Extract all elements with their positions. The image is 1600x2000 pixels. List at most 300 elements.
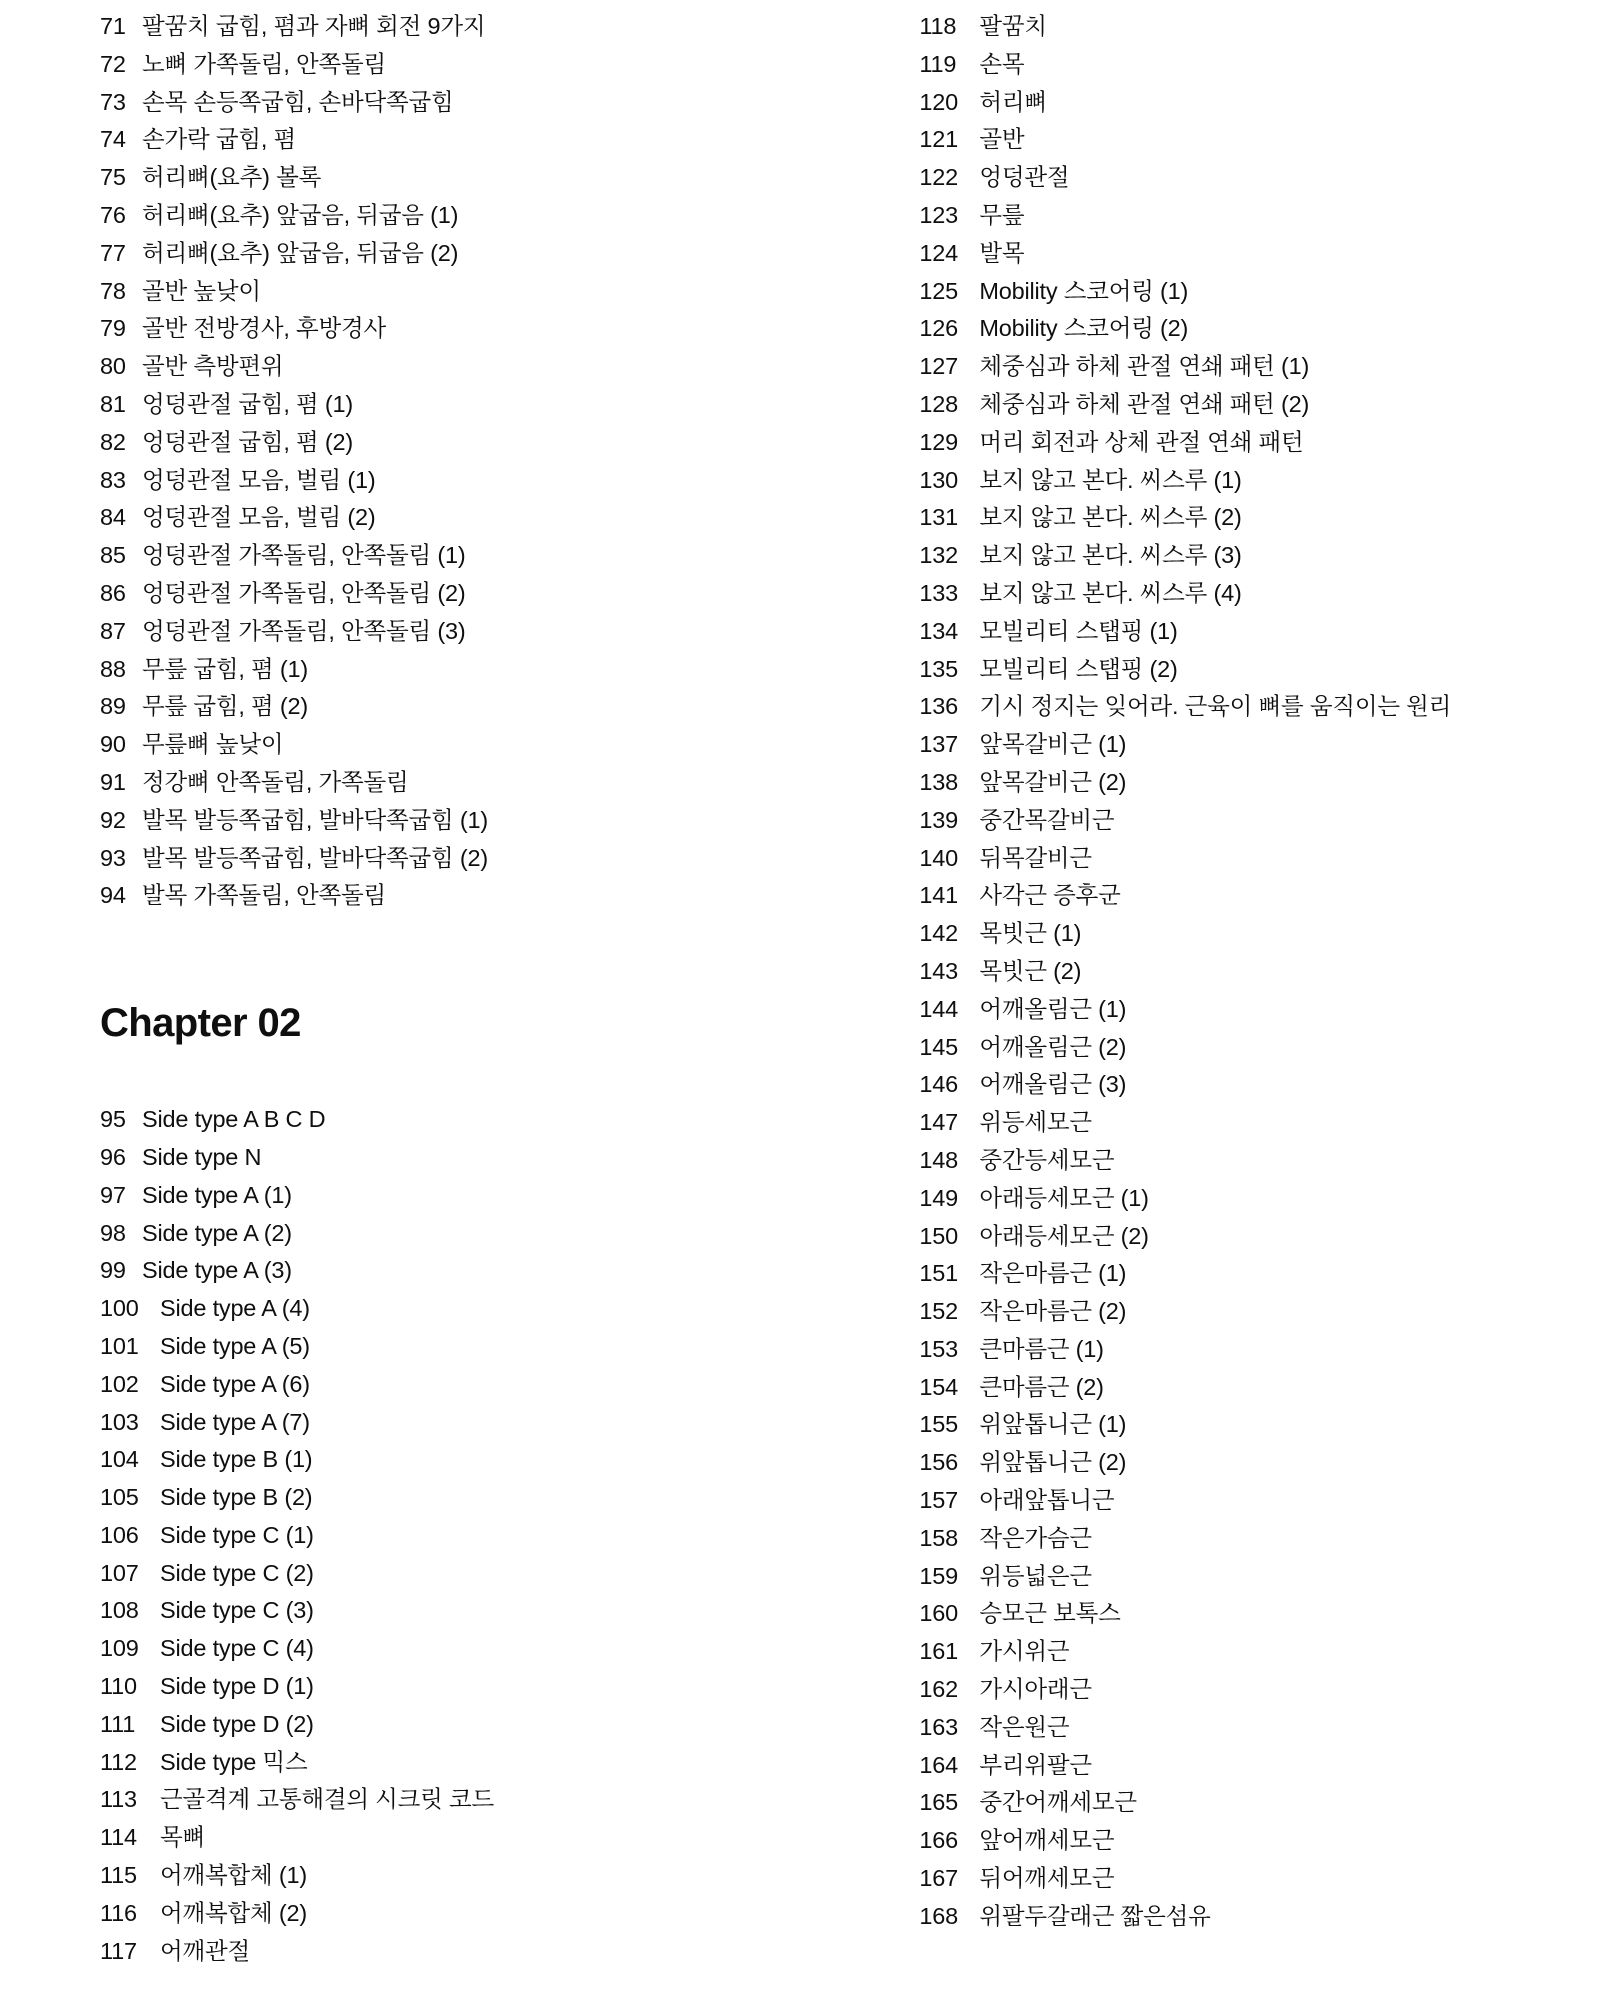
toc-entry-title: Side type A B C D (142, 1106, 326, 1133)
toc-entry-title: 엉덩관절 굽힘, 폄 (2) (142, 428, 353, 455)
toc-entry-number: 101 (100, 1332, 139, 1359)
toc-entry-title: 노뼈 가쪽돌림, 안쪽돌림 (142, 50, 386, 77)
toc-entry-number: 97 (100, 1181, 126, 1208)
toc-entry-title: 중간목갈비근 (979, 806, 1115, 833)
toc-entry-title: 무릎 굽힘, 폄 (1) (142, 655, 308, 682)
toc-entry-title: 손목 손등쪽굽힘, 손바닥쪽굽힘 (142, 88, 454, 115)
toc-entry[interactable] (100, 386, 809, 424)
toc-entry-title: Side type A (3) (142, 1257, 292, 1284)
toc-entry-number: 100 (100, 1295, 139, 1322)
toc-entry-title: 엉덩관절 가쪽돌림, 안쪽돌림 (3) (142, 617, 466, 644)
toc-entry-number: 89 (100, 693, 126, 720)
toc-entry[interactable] (100, 1404, 809, 1442)
toc-entry-number: 167 (919, 1865, 958, 1892)
toc-entry-number: 105 (100, 1484, 139, 1511)
toc-entry-number: 81 (100, 390, 126, 417)
toc-entry-title: 골반 전방경사, 후방경사 (142, 315, 386, 342)
toc-entry-title: 앞목갈비근 (1) (979, 731, 1127, 758)
toc-entry-number: 127 (919, 353, 958, 380)
toc-entry-title: Side type C (1) (160, 1521, 314, 1548)
toc-entry-number: 136 (919, 693, 958, 720)
toc-entry-title: Side type D (1) (160, 1673, 314, 1700)
toc-entry-title: 아래앞톱니근 (979, 1487, 1115, 1514)
toc-entry-title: 보지 않고 본다. 씨스루 (3) (979, 542, 1242, 569)
toc-entry-title: 발목 가쪽돌림, 안쪽돌림 (142, 882, 386, 909)
chapter-heading: Chapter 02 (100, 1001, 301, 1046)
toc-entry-title: Mobility 스코어링 (1) (979, 277, 1189, 304)
toc-entry-number: 107 (100, 1559, 139, 1586)
toc-entry-number: 152 (919, 1298, 958, 1325)
spacer-before-chapter (100, 915, 809, 1001)
toc-entry-number: 85 (100, 542, 126, 569)
toc-entry[interactable] (919, 537, 1540, 575)
toc-entry-title: 손목 (979, 50, 1025, 77)
toc-entry-number: 168 (919, 1902, 958, 1929)
toc-entry-title: Side type A (4) (160, 1295, 310, 1322)
toc-entry-title: Side type B (1) (160, 1446, 313, 1473)
toc-entry[interactable] (919, 1331, 1540, 1369)
toc-entry-title: 위팔두갈래근 짧은섬유 (979, 1902, 1211, 1929)
toc-entry[interactable] (919, 915, 1540, 953)
toc-entry-number: 150 (919, 1222, 958, 1249)
toc-entry-title: 보지 않고 본다. 씨스루 (2) (979, 504, 1242, 531)
toc-entry-number: 88 (100, 655, 126, 682)
toc-entry-number: 110 (100, 1673, 137, 1700)
toc-entry-number: 116 (100, 1899, 137, 1926)
toc-entry[interactable] (100, 310, 809, 348)
toc-entry-number: 92 (100, 806, 126, 833)
toc-entry-number: 124 (919, 239, 958, 266)
toc-entry-number: 121 (919, 126, 958, 153)
toc-entry[interactable] (100, 1215, 809, 1253)
toc-entry-number: 142 (919, 920, 958, 947)
toc-entry-title: Side type A (7) (160, 1408, 310, 1435)
toc-entry-title: Side type A (1) (142, 1181, 292, 1208)
toc-entry-number: 80 (100, 353, 126, 380)
toc-entry-number: 112 (100, 1748, 137, 1775)
toc-entry[interactable] (919, 1104, 1540, 1142)
toc-entry-number: 93 (100, 844, 126, 871)
toc-entry-title: 골반 (979, 126, 1025, 153)
toc-entry-title: 엉덩관절 모음, 벌림 (1) (142, 466, 376, 493)
toc-entry[interactable] (919, 613, 1540, 651)
toc-entry[interactable] (100, 1857, 809, 1895)
toc-entry-title: 부리위팔근 (979, 1751, 1092, 1778)
toc-entry[interactable] (100, 1630, 809, 1668)
toc-entry-title: 아래등세모근 (2) (979, 1222, 1149, 1249)
toc-entry-title: 아래등세모근 (1) (979, 1184, 1149, 1211)
toc-entry-title: 어깨복합체 (2) (160, 1899, 307, 1926)
toc-entry-number: 114 (100, 1824, 137, 1851)
toc-entry-number: 151 (919, 1260, 958, 1287)
toc-entry-title: Mobility 스코어링 (2) (979, 315, 1189, 342)
toc-entry[interactable] (100, 1744, 809, 1782)
toc-entry[interactable] (100, 121, 809, 159)
toc-entry-title: 허리뼈(요추) 볼록 (142, 164, 322, 191)
toc-entry-number: 75 (100, 164, 126, 191)
toc-entry[interactable] (919, 1671, 1540, 1709)
toc-entry-title: 기시 정지는 잊어라. 근육이 뼈를 움직이는 원리 (979, 693, 1452, 720)
toc-entry-title: 발목 발등쪽굽힘, 발바닥쪽굽힘 (2) (142, 844, 488, 871)
toc-entry[interactable] (100, 1139, 809, 1177)
toc-entry-title: 승모근 보톡스 (979, 1600, 1121, 1627)
toc-columns (100, 8, 1540, 1970)
toc-entry-number: 79 (100, 315, 126, 342)
toc-entry-title: Side type B (2) (160, 1484, 313, 1511)
toc-entry[interactable] (919, 688, 1540, 726)
toc-entry[interactable] (919, 840, 1540, 878)
toc-entry-title: 무릎 (979, 201, 1025, 228)
toc-left-column (100, 8, 819, 1970)
toc-entry[interactable] (919, 8, 1540, 46)
toc-entry[interactable] (100, 1781, 809, 1819)
toc-entry-title: 체중심과 하체 관절 연쇄 패턴 (2) (979, 390, 1310, 417)
toc-entry-number: 74 (100, 126, 126, 153)
toc-entry-number: 139 (919, 806, 958, 833)
toc-list-left-lower (100, 1101, 809, 1970)
toc-entry-number: 77 (100, 239, 126, 266)
toc-entry-number: 144 (919, 995, 958, 1022)
toc-entry-number: 84 (100, 504, 126, 531)
toc-entry-title: 작은원근 (979, 1713, 1070, 1740)
toc-entry-title: 작은마름근 (1) (979, 1260, 1127, 1287)
toc-entry-number: 91 (100, 768, 126, 795)
toc-entry-title: 어깨올림근 (1) (979, 995, 1127, 1022)
toc-entry[interactable] (100, 1101, 809, 1139)
toc-entry[interactable] (100, 877, 809, 915)
toc-entry[interactable] (919, 1709, 1540, 1747)
toc-entry-number: 131 (919, 504, 958, 531)
toc-entry[interactable] (919, 1898, 1540, 1936)
toc-entry[interactable] (100, 575, 809, 613)
toc-entry[interactable] (919, 1633, 1540, 1671)
toc-entry[interactable] (919, 348, 1540, 386)
toc-entry-number: 113 (100, 1786, 137, 1813)
toc-entry-number: 115 (100, 1862, 137, 1889)
toc-entry-title: 골반 측방편위 (142, 353, 284, 380)
toc-entry[interactable] (100, 1328, 809, 1366)
toc-entry-number: 162 (919, 1676, 958, 1703)
toc-entry-title: 모빌리티 스탭핑 (2) (979, 655, 1178, 682)
toc-entry-number: 103 (100, 1408, 139, 1435)
toc-entry-number: 86 (100, 579, 126, 606)
toc-entry[interactable] (100, 726, 809, 764)
toc-entry-number: 157 (919, 1487, 958, 1514)
toc-entry-title: Side type 믹스 (160, 1748, 308, 1775)
toc-entry-title: 엉덩관절 (979, 164, 1070, 191)
toc-entry-title: 뒤목갈비근 (979, 844, 1092, 871)
toc-entry[interactable] (100, 840, 809, 878)
toc-entry[interactable] (919, 802, 1540, 840)
toc-entry[interactable] (100, 1177, 809, 1215)
toc-entry-number: 154 (919, 1373, 958, 1400)
toc-entry-number: 119 (919, 50, 957, 77)
toc-entry-title: Side type C (2) (160, 1559, 314, 1586)
toc-entry-number: 76 (100, 201, 126, 228)
toc-entry-title: 엉덩관절 가쪽돌림, 안쪽돌림 (2) (142, 579, 466, 606)
toc-entry-number: 134 (919, 617, 958, 644)
toc-entry[interactable] (919, 197, 1540, 235)
toc-entry[interactable] (100, 348, 809, 386)
toc-entry-title: 앞어깨세모근 (979, 1827, 1115, 1854)
toc-entry-number: 165 (919, 1789, 958, 1816)
toc-entry[interactable] (919, 310, 1540, 348)
toc-entry[interactable] (919, 1293, 1540, 1331)
toc-entry-title: 중간등세모근 (979, 1146, 1115, 1173)
toc-entry[interactable] (100, 84, 809, 122)
toc-entry-number: 87 (100, 617, 126, 644)
toc-entry-title: 근골격계 고통해결의 시크릿 코드 (160, 1786, 495, 1813)
toc-entry-number: 109 (100, 1635, 139, 1662)
toc-entry-title: 발목 발등쪽굽힘, 발바닥쪽굽힘 (1) (142, 806, 488, 833)
toc-entry-number: 158 (919, 1524, 958, 1551)
toc-entry-number: 156 (919, 1449, 958, 1476)
toc-entry-title: Side type A (2) (142, 1219, 292, 1246)
toc-entry-number: 130 (919, 466, 958, 493)
toc-entry-number: 126 (919, 315, 958, 342)
toc-entry-number: 99 (100, 1257, 126, 1284)
toc-list-right (919, 8, 1540, 1936)
toc-entry-title: 위앞톱니근 (2) (979, 1449, 1127, 1476)
toc-entry-title: 팔꿈치 (979, 13, 1047, 39)
toc-entry[interactable] (100, 197, 809, 235)
toc-entry-title: 엉덩관절 굽힘, 폄 (1) (142, 390, 353, 417)
toc-entry[interactable] (919, 386, 1540, 424)
toc-entry-number: 123 (919, 201, 958, 228)
toc-entry[interactable] (100, 1668, 809, 1706)
toc-entry-number: 137 (919, 731, 958, 758)
toc-entry-title: 어깨관절 (160, 1937, 251, 1964)
toc-entry-title: 정강뼈 안쪽돌림, 가쪽돌림 (142, 768, 409, 795)
toc-entry-number: 106 (100, 1521, 139, 1548)
toc-entry-number: 149 (919, 1184, 958, 1211)
toc-entry-title: 팔꿈치 굽힘, 폄과 자뼈 회전 9가지 (142, 13, 486, 39)
toc-entry-number: 147 (919, 1109, 958, 1136)
toc-entry[interactable] (100, 1933, 809, 1971)
toc-entry-title: 어깨올림근 (3) (979, 1071, 1127, 1098)
toc-entry[interactable] (100, 462, 809, 500)
toc-entry[interactable] (100, 1555, 809, 1593)
toc-entry-title: 중간어깨세모근 (979, 1789, 1137, 1816)
toc-entry-title: Side type A (5) (160, 1332, 310, 1359)
toc-entry-number: 94 (100, 882, 126, 909)
toc-entry[interactable] (919, 84, 1540, 122)
toc-entry-title: 보지 않고 본다. 씨스루 (4) (979, 579, 1242, 606)
toc-entry[interactable] (100, 1895, 809, 1933)
toc-entry[interactable] (919, 651, 1540, 689)
toc-entry-number: 78 (100, 277, 126, 304)
toc-entry-number: 104 (100, 1446, 139, 1473)
toc-entry[interactable] (919, 1747, 1540, 1785)
toc-entry[interactable] (919, 273, 1540, 311)
toc-entry-title: 가시위근 (979, 1638, 1070, 1665)
toc-entry[interactable] (100, 8, 809, 46)
toc-entry-number: 166 (919, 1827, 958, 1854)
toc-entry-title: 엉덩관절 모음, 벌림 (2) (142, 504, 376, 531)
toc-entry-title: 앞목갈비근 (2) (979, 768, 1127, 795)
toc-entry[interactable] (919, 575, 1540, 613)
toc-entry-number: 140 (919, 844, 958, 871)
toc-entry[interactable] (100, 1252, 809, 1290)
toc-entry[interactable] (919, 499, 1540, 537)
toc-entry-number: 90 (100, 731, 126, 758)
toc-entry-number: 153 (919, 1335, 958, 1362)
toc-entry-number: 95 (100, 1106, 126, 1133)
toc-entry[interactable] (919, 1406, 1540, 1444)
toc-entry[interactable] (919, 159, 1540, 197)
toc-entry[interactable] (100, 1441, 809, 1479)
toc-entry[interactable] (919, 424, 1540, 462)
toc-entry-title: 목빗근 (2) (979, 957, 1082, 984)
spacer-after-chapter (100, 1045, 809, 1101)
toc-entry-number: 155 (919, 1411, 958, 1438)
toc-entry-number: 163 (919, 1713, 958, 1740)
toc-entry-number: 159 (919, 1562, 958, 1589)
toc-entry-title: 손가락 굽힘, 폄 (142, 126, 296, 153)
toc-entry[interactable] (919, 1558, 1540, 1596)
toc-entry[interactable] (100, 1479, 809, 1517)
toc-entry-number: 125 (919, 277, 958, 304)
toc-entry[interactable] (919, 1255, 1540, 1293)
toc-entry-title: 무릎 굽힘, 폄 (2) (142, 693, 308, 720)
toc-entry[interactable] (919, 953, 1540, 991)
toc-entry-title: 어깨복합체 (1) (160, 1862, 307, 1889)
toc-list-left-upper (100, 8, 809, 915)
toc-entry-number: 143 (919, 957, 958, 984)
toc-entry-title: 허리뼈(요추) 앞굽음, 뒤굽음 (2) (142, 239, 459, 266)
toc-entry-title: 엉덩관절 가쪽돌림, 안쪽돌림 (1) (142, 542, 466, 569)
toc-entry-number: 72 (100, 50, 126, 77)
toc-entry-title: 허리뼈(요추) 앞굽음, 뒤굽음 (1) (142, 201, 459, 228)
toc-entry-title: 무릎뼈 높낮이 (142, 731, 284, 758)
toc-entry[interactable] (919, 1482, 1540, 1520)
toc-entry[interactable] (100, 802, 809, 840)
toc-entry-title: 위등넓은근 (979, 1562, 1092, 1589)
toc-entry[interactable] (919, 991, 1540, 1029)
toc-entry-title: 목뼈 (160, 1824, 206, 1851)
toc-entry[interactable] (919, 1860, 1540, 1898)
toc-entry[interactable] (919, 1218, 1540, 1256)
toc-entry[interactable] (100, 499, 809, 537)
toc-entry-title: Side type C (3) (160, 1597, 314, 1624)
toc-entry-number: 96 (100, 1143, 126, 1170)
toc-entry-number: 161 (919, 1638, 958, 1665)
toc-entry[interactable] (919, 1180, 1540, 1218)
toc-entry-number: 145 (919, 1033, 958, 1060)
toc-entry[interactable] (100, 613, 809, 651)
toc-entry[interactable] (919, 1369, 1540, 1407)
toc-entry-number: 160 (919, 1600, 958, 1627)
toc-entry-number: 98 (100, 1219, 126, 1246)
toc-entry-number: 141 (919, 882, 958, 909)
toc-entry-number: 102 (100, 1370, 139, 1397)
toc-entry[interactable] (919, 1066, 1540, 1104)
toc-entry[interactable] (919, 1595, 1540, 1633)
toc-entry-title: Side type D (2) (160, 1710, 314, 1737)
toc-right-column (819, 8, 1540, 1936)
toc-entry-number: 129 (919, 428, 958, 455)
toc-entry[interactable] (100, 46, 809, 84)
toc-entry[interactable] (919, 462, 1540, 500)
toc-entry-title: 머리 회전과 상체 관절 연쇄 패턴 (979, 428, 1304, 455)
toc-entry[interactable] (919, 46, 1540, 84)
toc-entry-title: 가시아래근 (979, 1676, 1092, 1703)
toc-entry-number: 164 (919, 1751, 958, 1778)
toc-entry-number: 148 (919, 1146, 958, 1173)
toc-entry[interactable] (919, 235, 1540, 273)
toc-entry[interactable] (100, 537, 809, 575)
toc-entry-number: 120 (919, 88, 958, 115)
toc-entry-title: 큰마름근 (2) (979, 1373, 1104, 1400)
toc-entry-number: 83 (100, 466, 126, 493)
toc-entry-number: 122 (919, 164, 958, 191)
toc-entry-number: 73 (100, 88, 126, 115)
toc-entry[interactable] (919, 1822, 1540, 1860)
toc-entry[interactable] (919, 1520, 1540, 1558)
toc-entry-title: 모빌리티 스탭핑 (1) (979, 617, 1178, 644)
toc-entry-title: 큰마름근 (1) (979, 1335, 1104, 1362)
toc-entry-title: Side type N (142, 1143, 262, 1170)
toc-entry-number: 71 (100, 13, 126, 39)
toc-entry-title: 목빗근 (1) (979, 920, 1082, 947)
toc-entry[interactable] (919, 877, 1540, 915)
toc-entry-number: 138 (919, 768, 958, 795)
toc-entry-number: 135 (919, 655, 958, 682)
toc-entry-number: 82 (100, 428, 126, 455)
toc-entry-number: 132 (919, 542, 958, 569)
toc-entry[interactable] (100, 764, 809, 802)
toc-entry[interactable] (919, 1029, 1540, 1067)
toc-entry-title: 위앞톱니근 (1) (979, 1411, 1127, 1438)
toc-entry[interactable] (919, 764, 1540, 802)
toc-entry[interactable] (100, 1366, 809, 1404)
toc-entry[interactable] (100, 1706, 809, 1744)
toc-entry[interactable] (100, 651, 809, 689)
toc-entry[interactable] (919, 121, 1540, 159)
toc-entry[interactable] (100, 273, 809, 311)
toc-entry-number: 118 (919, 13, 957, 39)
toc-entry[interactable] (100, 688, 809, 726)
toc-entry-title: 작은가슴근 (979, 1524, 1092, 1551)
toc-entry-title: 위등세모근 (979, 1109, 1092, 1136)
toc-entry-title: 골반 높낮이 (142, 277, 261, 304)
toc-entry-number: 146 (919, 1071, 958, 1098)
toc-entry-number: 133 (919, 579, 958, 606)
toc-entry-title: 보지 않고 본다. 씨스루 (1) (979, 466, 1242, 493)
toc-entry[interactable] (100, 1819, 809, 1857)
toc-entry-number: 111 (100, 1710, 136, 1737)
toc-entry-title: 작은마름근 (2) (979, 1298, 1127, 1325)
toc-entry[interactable] (919, 1142, 1540, 1180)
toc-entry[interactable] (100, 1592, 809, 1630)
toc-entry-title: 사각근 증후군 (979, 882, 1121, 909)
toc-entry-number: 117 (100, 1937, 137, 1964)
toc-entry[interactable] (919, 1784, 1540, 1822)
toc-entry-title: 체중심과 하체 관절 연쇄 패턴 (1) (979, 353, 1310, 380)
toc-entry[interactable] (100, 1517, 809, 1555)
toc-entry-number: 128 (919, 390, 958, 417)
toc-entry[interactable] (919, 1444, 1540, 1482)
toc-entry[interactable] (100, 159, 809, 197)
toc-entry-title: 어깨올림근 (2) (979, 1033, 1127, 1060)
toc-entry[interactable] (100, 1290, 809, 1328)
toc-entry[interactable] (100, 424, 809, 462)
toc-entry-title: 허리뼈 (979, 88, 1047, 115)
toc-entry[interactable] (100, 235, 809, 273)
toc-entry-title: Side type A (6) (160, 1370, 310, 1397)
toc-entry[interactable] (919, 726, 1540, 764)
toc-entry-title: 뒤어깨세모근 (979, 1865, 1115, 1892)
